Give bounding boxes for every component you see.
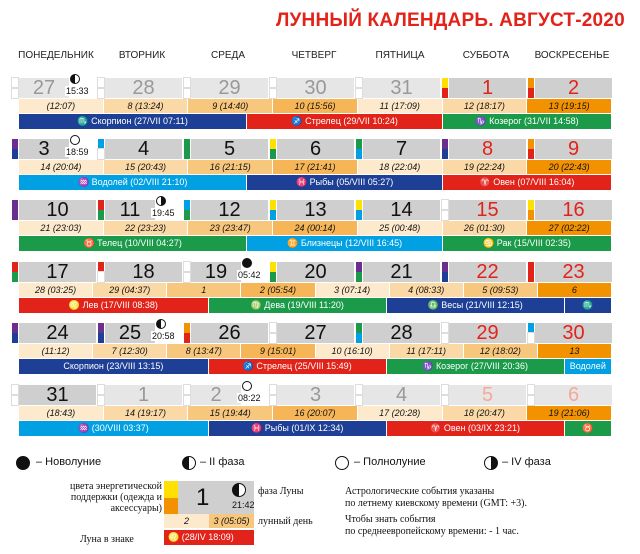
energy-colors — [184, 200, 190, 220]
energy-colors — [98, 385, 104, 405]
lunar-day: 18 (20:47) — [443, 406, 527, 420]
day-number: 31 — [390, 77, 413, 99]
day-number: 6 — [309, 138, 322, 160]
energy-colors — [270, 323, 276, 343]
day-cell — [277, 262, 354, 282]
moon-phase-time: 15:33 — [66, 86, 89, 96]
lunar-day: 15 (19:44) — [188, 406, 272, 420]
day-cell — [105, 139, 182, 159]
day-number: 12 — [218, 199, 241, 221]
moon-sign-label: ♏ — [582, 300, 594, 310]
day-number: 30 — [562, 322, 585, 344]
day-cell — [449, 262, 526, 282]
day-cell — [535, 200, 612, 220]
day-number: 16 — [562, 199, 585, 221]
day-number: 29 — [476, 322, 499, 344]
moon-phase-time: 05:42 — [238, 270, 261, 280]
energy-colors — [270, 78, 276, 98]
energy-colors — [98, 323, 104, 343]
full-moon-icon — [335, 456, 349, 470]
moon-sign-bar — [565, 421, 611, 436]
lunar-day: 8 (13:24) — [104, 99, 188, 113]
energy-colors — [270, 139, 276, 159]
moon-sign-bar — [19, 421, 208, 436]
day-number: 19 — [204, 261, 228, 283]
moon-sign-bar — [387, 298, 564, 313]
moon-sign-bar — [19, 359, 208, 374]
lunar-day: 12 (18:02) — [464, 344, 537, 358]
key-moon-icon — [232, 483, 246, 497]
moon-phase-time: 08:22 — [238, 393, 261, 403]
day-cell — [363, 262, 440, 282]
key-moon-sign: ♌ (28/IV 18:09) — [164, 530, 254, 545]
day-cell — [535, 385, 612, 405]
day-cell — [535, 262, 612, 282]
day-number: 3 — [309, 384, 322, 406]
energy-colors — [98, 78, 104, 98]
key-phase-label: фаза Луны — [258, 486, 304, 497]
day-number: 27 — [32, 77, 56, 99]
lunar-day: 26 (01:30) — [443, 221, 527, 235]
energy-colors — [98, 262, 104, 282]
lunar-day: 18 (22:04) — [358, 160, 442, 174]
lunar-day: 9 (14:40) — [188, 99, 272, 113]
lunar-day: 14 (20:04) — [19, 160, 103, 174]
day-number: 28 — [390, 322, 413, 344]
day-number: 18 — [132, 261, 155, 283]
lunar-day: 29 (04:37) — [93, 283, 166, 297]
energy-colors — [356, 323, 362, 343]
second-phase-icon — [156, 319, 166, 329]
day-number: 13 — [304, 199, 327, 221]
day-cell — [449, 139, 526, 159]
lunar-day: (12:07) — [19, 99, 103, 113]
day-number: 22 — [476, 261, 499, 283]
key-colors-label: цвета энергетической поддержки (одежда и аксессуары) — [70, 481, 162, 514]
day-cell — [277, 139, 354, 159]
day-cell — [363, 139, 440, 159]
lunar-day: 11 (17:11) — [390, 344, 463, 358]
lunar-day: 20 (22:43) — [527, 160, 611, 174]
day-number: 14 — [390, 199, 413, 221]
day-cell — [363, 385, 440, 405]
moon-sign-label: ♑ Козерог (31/VII 14:58) — [475, 116, 579, 126]
day-cell — [105, 385, 182, 405]
moon-sign-label: ♌ Лев (17/VIII 08:38) — [68, 300, 158, 310]
moon-sign-bar — [19, 175, 246, 190]
key-moon-time: 21:42 — [232, 500, 255, 510]
energy-colors — [442, 78, 448, 98]
day-cell — [19, 323, 96, 343]
fourth-phase-icon — [484, 456, 498, 470]
energy-colors — [442, 385, 448, 405]
lunar-day: 16 (21:15) — [188, 160, 272, 174]
day-cell — [191, 200, 268, 220]
lunar-day: 11 (17:09) — [358, 99, 442, 113]
day-number: 30 — [304, 77, 327, 99]
legend-new-moon: – Новолуние — [36, 456, 102, 468]
day-cell — [277, 385, 354, 405]
key-lunar-day-label: лунный день — [258, 516, 313, 527]
lunar-day: 7 (12:30) — [93, 344, 166, 358]
weekday-label: ЧЕТВЕРГ — [291, 50, 337, 61]
lunar-day: 16 (20:07) — [273, 406, 357, 420]
day-cell — [277, 323, 354, 343]
energy-colors — [12, 385, 18, 405]
day-number: 29 — [218, 77, 241, 99]
day-cell — [191, 323, 268, 343]
day-cell — [19, 139, 69, 159]
energy-colors — [528, 139, 534, 159]
energy-colors — [356, 139, 362, 159]
day-number: 31 — [46, 384, 69, 406]
moon-sign-label: ♒ (30/VIII 03:37) — [78, 423, 149, 433]
lunar-day: 15 (20:43) — [104, 160, 188, 174]
moon-sign-bar — [565, 298, 611, 313]
moon-sign-label: ♒ Водолей (02/VIII 21:10) — [77, 177, 188, 187]
lunar-day: 3 (07:14) — [316, 283, 389, 297]
day-cell — [105, 78, 182, 98]
day-number: 1 — [481, 77, 494, 99]
energy-colors — [184, 323, 190, 343]
energy-colors — [356, 78, 362, 98]
day-cell — [535, 78, 612, 98]
day-cell — [19, 200, 96, 220]
day-cell — [449, 385, 526, 405]
weekday-label: ПЯТНИЦА — [375, 50, 425, 61]
day-cell — [277, 200, 354, 220]
lunar-day: (18:43) — [19, 406, 103, 420]
day-number: 3 — [38, 138, 50, 160]
note-line-2: по летнему киевскому времени (GMT: +3). — [345, 498, 527, 509]
fourth-phase-icon — [156, 196, 166, 206]
day-cell — [19, 262, 96, 282]
day-number: 5 — [223, 138, 236, 160]
moon-sign-bar — [209, 359, 386, 374]
moon-sign-label: ♐ Стрелец (25/VIII 15:49) — [242, 361, 352, 371]
energy-colors — [528, 323, 534, 343]
energy-colors — [184, 139, 190, 159]
day-number: 4 — [395, 384, 408, 406]
moon-phase-time: 19:45 — [152, 208, 175, 218]
day-number: 28 — [132, 77, 155, 99]
moon-sign-bar — [19, 298, 208, 313]
second-phase-icon — [70, 74, 80, 84]
moon-sign-label: ♊ Близнецы (12/VIII 16:45) — [287, 238, 403, 248]
moon-sign-bar — [209, 298, 386, 313]
lunar-day: 23 (23:47) — [188, 221, 272, 235]
lunar-day: 19 (21:06) — [527, 406, 611, 420]
energy-colors — [442, 323, 448, 343]
moon-sign-bar — [209, 421, 386, 436]
lunar-day: 10 (15:56) — [273, 99, 357, 113]
day-cell — [105, 323, 155, 343]
moon-sign-bar — [387, 359, 564, 374]
weekday-label: СУББОТА — [462, 50, 510, 61]
note-line-1: Астрологические события указаны — [345, 486, 495, 497]
moon-sign-label: ♉ — [582, 423, 594, 433]
day-cell — [19, 78, 69, 98]
key-chip-top — [164, 481, 178, 498]
energy-colors — [12, 323, 18, 343]
weekday-label: СРЕДА — [210, 50, 245, 61]
new-moon-icon — [16, 456, 30, 470]
moon-sign-label: ♈ Овен (03/IX 23:21) — [430, 423, 521, 433]
energy-colors — [12, 78, 18, 98]
day-number: 26 — [218, 322, 241, 344]
lunar-day: 1 — [167, 283, 240, 297]
energy-colors — [270, 385, 276, 405]
moon-sign-bar — [19, 236, 246, 251]
page-title: ЛУННЫЙ КАЛЕНДАРЬ. АВГУСТ-2020 — [276, 10, 625, 31]
moon-sign-bar — [247, 236, 442, 251]
moon-sign-bar — [247, 175, 442, 190]
lunar-day: 25 (00:48) — [358, 221, 442, 235]
weekday-label: ВТОРНИК — [118, 50, 166, 61]
energy-colors — [12, 200, 18, 220]
lunar-day: 12 (18:17) — [443, 99, 527, 113]
lunar-day: 17 (21:41) — [273, 160, 357, 174]
energy-colors — [98, 139, 104, 159]
energy-colors — [98, 200, 104, 220]
lunar-day: 27 (02:22) — [527, 221, 611, 235]
day-number: 7 — [395, 138, 408, 160]
energy-colors — [442, 262, 448, 282]
lunar-day: 2 (05:54) — [241, 283, 314, 297]
key-lunar-b: 3 (05:05) — [209, 514, 254, 528]
energy-colors — [12, 139, 18, 159]
moon-sign-bar — [565, 359, 611, 374]
legend-second-phase: – II фаза — [200, 456, 245, 468]
moon-sign-bar — [443, 114, 611, 129]
moon-sign-label: ♋ Рак (15/VIII 02:35) — [483, 238, 571, 248]
day-number: 2 — [567, 77, 580, 99]
note-line-3: Чтобы знать события — [345, 514, 436, 525]
energy-colors — [270, 262, 276, 282]
energy-colors — [356, 200, 362, 220]
lunar-day: 21 (23:03) — [19, 221, 103, 235]
moon-sign-label: ♎ Весы (21/VIII 12:15) — [427, 300, 523, 310]
lunar-day: (11:12) — [19, 344, 92, 358]
full-moon-icon — [70, 135, 80, 145]
key-moon-sign-label: Луна в знаке — [80, 534, 134, 545]
moon-sign-label: ♈ Овен (07/VIII 16:04) — [479, 177, 575, 187]
lunar-day: 9 (15:01) — [241, 344, 314, 358]
day-cell — [363, 78, 440, 98]
day-cell — [277, 78, 354, 98]
legend-fourth-phase: – IV фаза — [502, 456, 551, 468]
day-number: 6 — [567, 384, 580, 406]
full-moon-icon — [242, 381, 252, 391]
energy-colors — [356, 385, 362, 405]
moon-sign-label: Скорпион (23/VIII 13:15) — [63, 361, 164, 371]
day-number: 17 — [46, 261, 69, 283]
day-cell — [535, 323, 612, 343]
energy-colors — [356, 262, 362, 282]
moon-phase-time: 20:58 — [152, 331, 175, 341]
new-moon-icon — [242, 258, 252, 268]
moon-sign-label: ♑ Козерог (27/VIII 20:36) — [422, 361, 528, 371]
lunar-day: 13 — [538, 344, 611, 358]
day-cell — [105, 200, 155, 220]
day-cell — [105, 262, 182, 282]
day-cell — [449, 78, 526, 98]
day-number: 27 — [304, 322, 327, 344]
day-cell — [363, 323, 440, 343]
day-number: 2 — [210, 384, 222, 406]
energy-colors — [184, 78, 190, 98]
day-number: 10 — [46, 199, 69, 221]
second-phase-icon — [182, 456, 196, 470]
moon-sign-bar — [443, 175, 611, 190]
day-number: 11 — [119, 199, 141, 221]
day-cell — [191, 78, 268, 98]
moon-sign-label: ♏ Скорпион (27/VII 07:11) — [77, 116, 188, 126]
day-cell — [191, 262, 241, 282]
energy-colors — [528, 200, 534, 220]
energy-colors — [442, 139, 448, 159]
lunar-day: 22 (23:23) — [104, 221, 188, 235]
lunar-day: 6 — [538, 283, 611, 297]
day-cell — [363, 200, 440, 220]
day-number: 1 — [137, 384, 150, 406]
day-cell — [535, 139, 612, 159]
energy-colors — [528, 262, 534, 282]
energy-colors — [528, 385, 534, 405]
moon-phase-time: 18:59 — [66, 147, 89, 157]
day-number: 8 — [481, 138, 494, 160]
key-chip-bottom — [164, 498, 178, 514]
day-number: 9 — [567, 138, 580, 160]
day-number: 15 — [476, 199, 499, 221]
day-number: 20 — [304, 261, 327, 283]
moon-sign-label: ♉ Телец (10/VIII 04:27) — [83, 238, 182, 248]
day-number: 5 — [481, 384, 494, 406]
day-number: 24 — [46, 322, 69, 344]
lunar-day: 8 (13:47) — [167, 344, 240, 358]
lunar-day: 14 (19:17) — [104, 406, 188, 420]
energy-colors — [184, 262, 190, 282]
legend-full-moon: – Полнолуние — [354, 456, 426, 468]
energy-colors — [184, 385, 190, 405]
energy-colors — [528, 78, 534, 98]
day-number: 23 — [562, 261, 585, 283]
moon-sign-bar — [387, 421, 564, 436]
key-lunar-a: 2 — [164, 514, 209, 528]
lunar-day: 28 (03:25) — [19, 283, 92, 297]
moon-sign-bar — [19, 114, 246, 129]
lunar-day: 10 (16:10) — [316, 344, 389, 358]
moon-sign-label: ♓ Рыбы (01/IX 12:34) — [251, 423, 344, 433]
day-cell — [191, 385, 241, 405]
energy-colors — [12, 262, 18, 282]
lunar-day: 24 (00:14) — [273, 221, 357, 235]
weekday-label: ВОСКРЕСЕНЬЕ — [534, 50, 610, 61]
lunar-day: 13 (19:15) — [527, 99, 611, 113]
lunar-day: 5 (09:53) — [464, 283, 537, 297]
weekday-label: ПОНЕДЕЛЬНИК — [18, 50, 94, 61]
day-cell — [449, 323, 526, 343]
day-cell — [449, 200, 526, 220]
energy-colors — [270, 200, 276, 220]
day-cell — [19, 385, 96, 405]
key-day-number: 1 — [196, 484, 210, 511]
lunar-day: 4 (08:33) — [390, 283, 463, 297]
moon-sign-bar — [247, 114, 442, 129]
lunar-day: 19 (22:24) — [443, 160, 527, 174]
day-number: 21 — [390, 261, 413, 283]
energy-colors — [442, 200, 448, 220]
moon-sign-label: Водолей — [569, 361, 606, 371]
note-line-4: по среднеевропейскому времени: - 1 час. — [345, 526, 519, 537]
day-number: 4 — [137, 138, 150, 160]
day-number: 25 — [118, 322, 142, 344]
day-cell — [191, 139, 268, 159]
moon-sign-label: ♍ Дева (19/VIII 11:20) — [250, 300, 344, 310]
moon-sign-label: ♐ Стрелец (29/VII 10:24) — [291, 116, 398, 126]
moon-sign-bar — [443, 236, 611, 251]
lunar-day: 17 (20:28) — [358, 406, 442, 420]
moon-sign-label: ♓ Рыбы (05/VIII 05:27) — [295, 177, 394, 187]
